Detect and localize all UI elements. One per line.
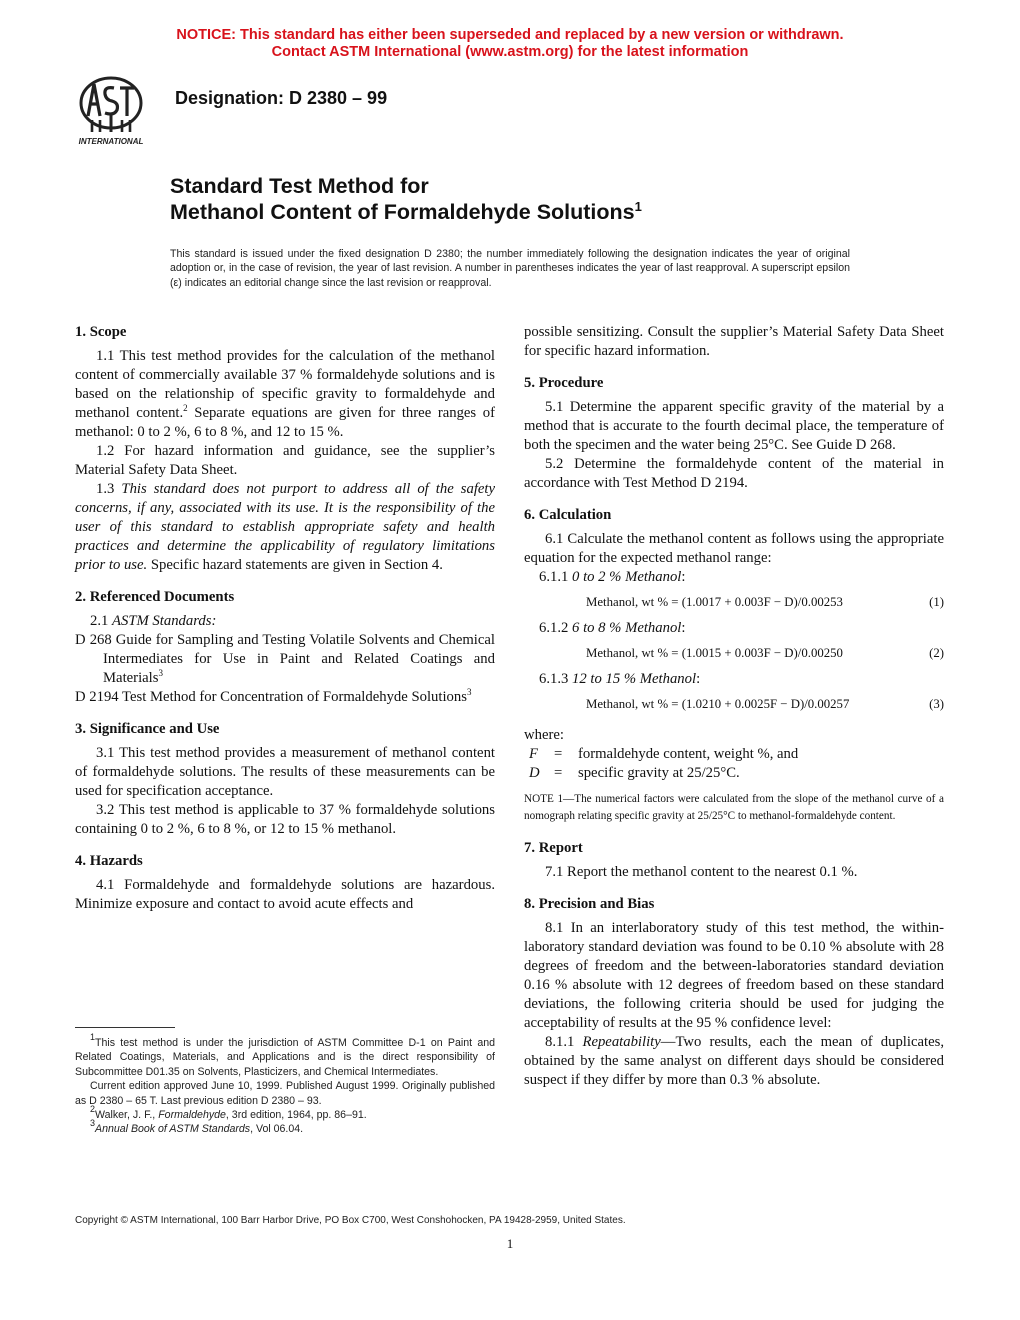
variable-definition: formaldehyde content, weight %, and xyxy=(578,746,799,762)
astm-international-logo-icon xyxy=(64,76,162,146)
footnote-2 xyxy=(75,1104,495,1122)
equals-sign: = xyxy=(554,765,563,781)
paragraph-1-2: 1.2 For hazard information and guidance, see the supplier’s Material Safety Data Sheet. xyxy=(75,443,495,478)
paragraph-italic-text: This standard does not purport to address all of the safety concerns, if any, associated with its use. It is the responsibility of the user of this standard to establish appropriate safety and health practices and determine the applicability of regulatory limitations prior to use. xyxy=(75,481,496,573)
equation-3 xyxy=(524,695,944,714)
paragraph-6-1-1: 6.1.1 0 to 2 % Methanol: xyxy=(539,569,686,585)
footnote-ref: 2 xyxy=(183,403,188,413)
section-calculation xyxy=(524,506,944,825)
equation-text: Methanol, wt % = (1.0017 + 0.003F − D)/0.00253 xyxy=(586,595,843,609)
footnote-marker: 1 xyxy=(90,1032,96,1042)
footnote-italic-text: Formaldehyde xyxy=(158,1109,226,1122)
section-heading: 6. Calculation xyxy=(524,507,612,523)
document-title xyxy=(170,173,642,225)
equation-1 xyxy=(524,593,944,612)
title-footnote-ref: 1 xyxy=(634,199,642,214)
footnote-1 xyxy=(75,1032,495,1079)
paragraph-3-2: 3.2 This test method is applicable to 37 % formaldehyde solutions containing 0 to 2 %, 6 to 8 %, or 12 to 15 % methanol. xyxy=(75,802,495,837)
reference-d2194 xyxy=(75,688,495,707)
issuance-statement: This standard is issued under the fixed designation D 2380; the number immediately following the designation indicates the year of original adoption or, in the case of revision, the year of last revision. A number in parentheses indicates the year of last reapproval. A superscript epsilon (ε) indicates an editorial change since the last revision or reapproval. xyxy=(170,248,850,289)
paragraph-7-1: 7.1 Report the methanol content to the nearest 0.1 %. xyxy=(545,864,858,880)
section-heading: 4. Hazards xyxy=(75,853,143,869)
paragraph-8-1-1 xyxy=(524,1033,944,1090)
paragraph-2-1 xyxy=(75,612,495,631)
equals-sign: = xyxy=(554,746,563,762)
footnote-3 xyxy=(75,1118,495,1136)
paragraph-number: 6.1.3 xyxy=(539,671,573,687)
paragraph-italic-text: 12 to 15 % Methanol xyxy=(572,671,697,687)
paragraph-italic-text: 6 to 8 % Methanol xyxy=(572,620,682,636)
note-1: NOTE 1—The numerical factors were calculated from the slope of the methanol curve of a nomograph relating specific gravity at 25/25°C to methanol-formaldehyde content. xyxy=(524,793,944,822)
where-label: where: xyxy=(524,727,564,743)
footnote-marker: 2 xyxy=(90,1104,96,1115)
equation-2 xyxy=(524,644,944,663)
notice-line-1: NOTICE: This standard has either been superseded and replaced by a new version or withdrawn. xyxy=(176,27,844,43)
equation-number: (1) xyxy=(929,595,944,609)
footnote-divider xyxy=(75,1027,175,1028)
reference-text: D 268 Guide for Sampling and Testing Volatile Solvents and Chemical Intermediates for Use in Paint and Related Coatings and Materials xyxy=(75,632,495,686)
footnote-text: This test method is under the jurisdiction of ASTM Committee D-1 on Paint and Related Coatings, Materials, and Applications and is the direct responsibility of Subcommittee D01.35 on Solvents, Plasticizers, and Chemical Intermediates. xyxy=(75,1037,495,1078)
title-line-1: Standard Test Method for xyxy=(170,174,429,198)
section-heading: 3. Significance and Use xyxy=(75,721,220,737)
paragraph-3-1: 3.1 This test method provides a measurement of methanol content of formaldehyde solutions. The results of these measurements can be used for specification acceptance. xyxy=(75,745,495,799)
footnote-italic-text: Annual Book of ASTM Standards xyxy=(95,1123,251,1136)
copyright: Copyright © ASTM International, 100 Barr Harbor Drive, PO Box C700, West Conshohocken, PA 19428-2959, United States. xyxy=(75,1215,626,1226)
paragraph-5-2: 5.2 Determine the formaldehyde content of the material in accordance with Test Method D 2194. xyxy=(524,456,944,491)
equation-number: (2) xyxy=(929,646,944,660)
section-heading: 2. Referenced Documents xyxy=(75,589,235,605)
variable-symbol: F xyxy=(529,746,538,762)
paragraph-text: 1.1 This test method provides for the calculation of the methanol content of commercially available 37 % formaldehyde solutions and is based on the relationship of specific gravity to formaldehyde and methanol content. xyxy=(75,348,495,421)
paragraph-6-1-3: 6.1.3 12 to 15 % Methanol: xyxy=(539,671,701,687)
footnotes xyxy=(75,1032,495,1137)
paragraph-text: Specific hazard statements are given in Section 4. xyxy=(147,557,443,573)
notice-line-2: Contact ASTM International (www.astm.org) for the latest information xyxy=(271,44,749,60)
paragraph-number: 1.3 xyxy=(96,481,122,497)
right-column xyxy=(524,323,944,1103)
paragraph-8-1: 8.1 In an interlaboratory study of this test method, the within-laboratory standard deviation was found to be 0.10 % absolute with 28 degrees of freedom and the between-laboratories standard deviation 0.16 % absolute with 12 degrees of freedom based on these standard deviations, the following criteria should be used for judging the acceptability of results at the 95 % confidence level: xyxy=(524,920,944,1031)
equation-number: (3) xyxy=(929,697,944,711)
section-heading: 8. Precision and Bias xyxy=(524,896,655,912)
section-referenced-documents xyxy=(75,588,495,707)
logo-text: INTERNATIONAL xyxy=(78,137,144,146)
section-hazards-continued xyxy=(524,323,944,361)
astm-logo xyxy=(64,76,162,146)
variable-symbol: D xyxy=(529,765,540,781)
footnote-text: Walker, J. F., xyxy=(95,1109,159,1122)
variable-definition-d xyxy=(524,764,944,783)
footnote-ref: 3 xyxy=(158,668,163,678)
paragraph-number: 6.1.2 xyxy=(539,620,573,636)
variable-definition: specific gravity at 25/25°C. xyxy=(578,765,740,781)
section-hazards xyxy=(75,852,495,914)
equation-text: Methanol, wt % = (1.0210 + 0.0025F − D)/0.00257 xyxy=(586,697,850,711)
section-report xyxy=(524,839,944,882)
paragraph-6-1-2: 6.1.2 6 to 8 % Methanol: xyxy=(539,620,686,636)
paragraph-4-1-continued: possible sensitizing. Consult the supplier’s Material Safety Data Sheet for specific hazard information. xyxy=(524,324,944,359)
left-column xyxy=(75,323,495,927)
section-procedure xyxy=(524,374,944,493)
paragraph-4-1: 4.1 Formaldehyde and formaldehyde solutions are hazardous. Minimize exposure and contact to avoid acute effects and xyxy=(75,877,495,912)
footnote-ref: 3 xyxy=(466,687,472,697)
paragraph-italic-text: ASTM Standards: xyxy=(112,613,217,629)
title-line-2-text: Methanol Content of Formaldehyde Solutions xyxy=(170,200,635,224)
footnote-marker: 3 xyxy=(90,1118,96,1129)
section-heading: 5. Procedure xyxy=(524,375,604,391)
page-number: 1 xyxy=(506,1236,514,1251)
paragraph-text: —Two results, each the mean of duplicates, obtained by the same analyst on different days should be considered suspect if they differ by more than 0.3 % absolute. xyxy=(524,1034,944,1088)
equation-text: Methanol, wt % = (1.0015 + 0.003F − D)/0.00250 xyxy=(586,646,843,660)
paragraph-5-1: 5.1 Determine the apparent specific gravity of the material by a method that is accurate to the fourth decimal place, the temperature of both the specimen and the water being 25°C. See Guide D 268. xyxy=(524,399,944,453)
section-heading: 1. Scope xyxy=(75,324,127,340)
withdrawal-notice xyxy=(0,27,1020,61)
paragraph-1-1 xyxy=(75,347,495,442)
reference-d268 xyxy=(75,631,495,688)
section-scope xyxy=(75,323,495,575)
section-significance xyxy=(75,720,495,839)
footnote-1-edition: Current edition approved June 10, 1999. Published August 1999. Originally published as D 2380 – 65 T. Last previous edition D 2380 – 93. xyxy=(75,1080,495,1107)
paragraph-1-3 xyxy=(75,480,495,575)
paragraph-6-1: 6.1 Calculate the methanol content as follows using the appropriate equation for the expected methanol range: xyxy=(524,531,944,566)
paragraph-italic-text: Repeatability xyxy=(582,1034,661,1050)
paragraph-text: Separate equations are given for three ranges of methanol: 0 to 2 %, 6 to 8 %, and 12 to 15 %. xyxy=(75,405,495,440)
footnote-text: , Vol 06.04. xyxy=(250,1123,304,1136)
footnote-text: , 3rd edition, 1964, pp. 86–91. xyxy=(225,1109,367,1122)
paragraph-italic-text: 0 to 2 % Methanol xyxy=(572,569,682,585)
paragraph-number: 2.1 xyxy=(90,613,113,629)
variable-definition-f xyxy=(524,745,944,764)
reference-text: D 2194 Test Method for Concentration of Formaldehyde Solutions xyxy=(75,689,467,705)
section-heading: 7. Report xyxy=(524,840,583,856)
paragraph-number: 6.1.1 xyxy=(539,569,573,585)
title-line-2 xyxy=(170,199,642,225)
designation: Designation: D 2380 – 99 xyxy=(175,88,388,108)
section-precision-bias xyxy=(524,895,944,1090)
paragraph-number: 8.1.1 xyxy=(545,1034,583,1050)
